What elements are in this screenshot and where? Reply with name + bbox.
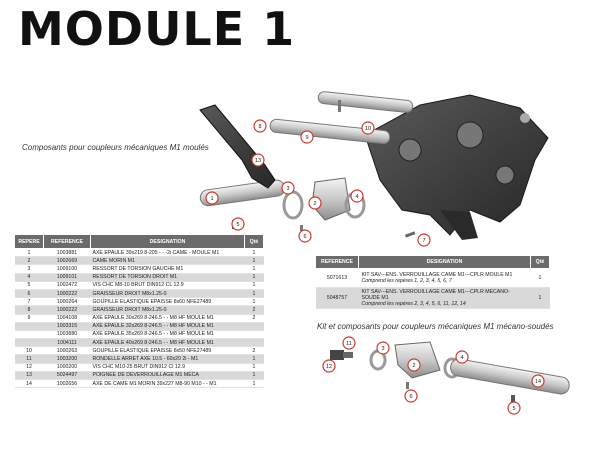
cell-repere — [15, 322, 44, 330]
callout-5 — [232, 218, 244, 230]
col-designation: DESIGNATION — [91, 235, 245, 249]
cell-designation: GOUPILLE ELASTIQUE EPAISSE 8x50 NFE27489 — [91, 347, 245, 355]
table-row — [15, 380, 264, 388]
cell-repere: 3 — [15, 265, 44, 273]
table-row — [15, 314, 264, 322]
cell-kit-qty: 1 — [531, 288, 550, 309]
table-row — [15, 289, 264, 297]
cell-reference: 1002656 — [44, 380, 91, 388]
svg-text:8: 8 — [258, 124, 262, 130]
svg-text:4: 4 — [355, 194, 359, 200]
col-repere: REPERE — [15, 235, 44, 249]
svg-text:14: 14 — [534, 379, 542, 385]
spring-left-part — [284, 192, 302, 218]
table-row — [15, 298, 264, 306]
cell-designation: POIGNEE DE DEVERROUILLAGE M1 MECA — [91, 371, 245, 379]
table-row — [15, 347, 264, 355]
cell-designation: AXE EPAULE 35x269 8-246.5 - - M8 HF MOULE M1 — [91, 330, 245, 338]
cell-qty: 2 — [245, 314, 264, 322]
cell-qty: 2 — [245, 347, 264, 355]
cell-qty: 1 — [245, 265, 264, 273]
svg-text:6: 6 — [303, 234, 307, 240]
cell-designation: RESSORT DE TORSION GAUCHE M1 — [91, 265, 245, 273]
cell-qty: 1 — [245, 273, 264, 281]
callout-b-4 — [456, 351, 468, 363]
kits-table — [315, 255, 550, 309]
col-qty: Qté — [245, 235, 264, 249]
svg-text:1: 1 — [210, 196, 214, 202]
cell-designation: AXE EPAULE 40x269 8-246.5 - - M8 HF MOULE M1 — [91, 339, 245, 347]
cell-designation: AXE DE CAME M1 MORIN 39x227 M8-90 M10 - - M1 — [91, 380, 245, 388]
cell-designation: RONDELLE ARRET AXE 10.5 - 60x20 2i - M1 — [91, 355, 245, 363]
cell-reference: 1009100 — [44, 265, 91, 273]
cell-reference: 1003880 — [44, 330, 91, 338]
cell-kit-designation — [359, 269, 531, 288]
svg-text:4: 4 — [460, 355, 464, 361]
cell-repere: 13 — [15, 371, 44, 379]
cell-reference: 1003315 — [44, 322, 91, 330]
callout-b-14 — [532, 375, 544, 387]
cell-reference: 1000200 — [44, 363, 91, 371]
pin-upper-part — [318, 91, 414, 113]
cell-designation: RESSORT DE TORSION DROIT M1 — [91, 273, 245, 281]
callout-6 — [299, 230, 311, 242]
molded-caption: Composants pour coupleurs mécaniques M1 moulés — [22, 143, 209, 152]
cell-repere: 4 — [15, 273, 44, 281]
svg-text:2: 2 — [412, 363, 416, 369]
callout-3 — [282, 182, 294, 194]
cell-repere: 1 — [15, 249, 44, 257]
cell-repere: 2 — [15, 257, 44, 265]
cell-reference: 1000263 — [44, 347, 91, 355]
table-row — [15, 281, 264, 289]
cell-reference: 1000264 — [44, 298, 91, 306]
svg-text:2: 2 — [313, 201, 317, 207]
cell-reference: 5024497 — [44, 371, 91, 379]
cell-designation: AXE EPAULE 32x269 8-246.5 - - M8 HF MOULE M1 — [91, 322, 245, 330]
table-row — [15, 273, 264, 281]
callout-13 — [252, 154, 264, 166]
cell-reference: 1002472 — [44, 281, 91, 289]
callout-b-6 — [405, 390, 417, 402]
cell-qty: 1 — [245, 298, 264, 306]
table-row — [316, 269, 550, 288]
cell-qty: 1 — [245, 281, 264, 289]
svg-text:10: 10 — [364, 126, 372, 132]
callout-b-12 — [323, 360, 335, 372]
cell-designation: AXE EPAULE 30x269 8-246.5 - - M8 HF MOULE M1 — [91, 314, 245, 322]
callout-b-5 — [508, 402, 520, 414]
table-row — [15, 257, 264, 265]
cell-qty — [245, 330, 264, 338]
cell-repere: 7 — [15, 298, 44, 306]
cell-repere: 5 — [15, 281, 44, 289]
table-row — [15, 306, 264, 314]
cell-qty: 1 — [245, 355, 264, 363]
cell-repere: 8 — [15, 306, 44, 314]
release-handle-part — [200, 105, 275, 188]
cell-qty — [245, 322, 264, 330]
cell-kit-reference: 5048757 — [316, 288, 359, 309]
cell-qty: 1 — [245, 289, 264, 297]
svg-text:6: 6 — [409, 394, 413, 400]
cell-reference: 1000222 — [44, 289, 91, 297]
cell-designation: VIS CHC M10-25 BRUT DIN912 Cl 12.9 — [91, 363, 245, 371]
coupler-body-part — [365, 95, 548, 240]
svg-text:5: 5 — [512, 406, 516, 412]
table-row — [15, 330, 264, 338]
table-row — [15, 355, 264, 363]
cell-designation: GRAISSEUR DROIT M8x1.25-0 — [91, 306, 245, 314]
callout-1 — [206, 192, 218, 204]
table-row — [15, 265, 264, 273]
cell-qty: 2 — [245, 306, 264, 314]
cell-repere: 14 — [15, 380, 44, 388]
kit-designation-text: KIT SAV---ENS. VERROUILLAGE CAME M1---CPLR MECANO-SOUDE M1 — [361, 289, 510, 301]
table-row — [15, 322, 264, 330]
cell-designation: GOUPILLE ELASTIQUE EPAISSE 8x60 NFE27489 — [91, 298, 245, 306]
cell-designation: AXE EPAULE 39x219 8-205 - - -2i CAME - MOULE M1 — [91, 249, 245, 257]
cell-repere — [15, 330, 44, 338]
cell-reference: 1004111 — [44, 339, 91, 347]
cell-repere — [15, 339, 44, 347]
callout-10 — [362, 122, 374, 134]
svg-text:9: 9 — [305, 135, 309, 141]
kits-table-header — [316, 256, 550, 269]
kit-detail-text: Comprend les repères 1, 2, 3, 4, 5, 6, 7 — [361, 278, 452, 284]
cell-reference: 1004108 — [44, 314, 91, 322]
svg-text:3: 3 — [286, 186, 290, 192]
callout-2 — [309, 197, 321, 209]
svg-text:7: 7 — [422, 238, 426, 244]
kit-detail-text: Comprend les repères 2, 3, 4, 5, 6, 11, 12, 14 — [361, 301, 466, 307]
svg-text:13: 13 — [254, 158, 262, 164]
callout-b-11 — [343, 337, 355, 349]
col-reference: REFERENCE — [44, 235, 91, 249]
parts-table-header — [15, 235, 264, 249]
svg-text:3: 3 — [381, 346, 385, 352]
cell-qty: 1 — [245, 363, 264, 371]
table-row — [15, 371, 264, 379]
cell-designation: GRAISSEUR DROIT M8x1.25-0 — [91, 289, 245, 297]
svg-text:12: 12 — [325, 364, 333, 370]
cell-qty: 1 — [245, 257, 264, 265]
cell-repere: 11 — [15, 355, 44, 363]
cell-reference: 1000222 — [44, 306, 91, 314]
kit-designation-text: KIT SAV---ENS. VERROUILLAGE CAME M1---CPLR MOULE M1 — [361, 272, 513, 278]
col-kit-reference: REFERENCE — [316, 256, 359, 269]
exploded-diagram-bottom — [330, 342, 570, 403]
callout-b-3 — [377, 342, 389, 354]
cell-reference: 1003200 — [44, 355, 91, 363]
table-row — [15, 339, 264, 347]
col-kit-designation: DESIGNATION — [359, 256, 531, 269]
callout-7 — [418, 234, 430, 246]
cell-reference: 1002669 — [44, 257, 91, 265]
cell-qty: 1 — [245, 371, 264, 379]
cell-designation: CAME MORIN M1 — [91, 257, 245, 265]
cell-designation: VIS CHC M8-10 BRUT DIN912 CL 12.9 — [91, 281, 245, 289]
cell-qty: 1 — [245, 249, 264, 257]
table-row — [15, 363, 264, 371]
callout-b-2 — [408, 359, 420, 371]
cell-reference: 1009101 — [44, 273, 91, 281]
table-row — [316, 288, 550, 309]
cell-repere: 12 — [15, 363, 44, 371]
parts-table — [14, 234, 264, 388]
page-title: MODULE 1 — [18, 2, 296, 56]
cell-qty — [245, 339, 264, 347]
cell-kit-qty: 1 — [531, 269, 550, 288]
cell-reference: 1003881 — [44, 249, 91, 257]
callout-8 — [254, 120, 266, 132]
cell-kit-designation — [359, 288, 531, 309]
cell-qty: 1 — [245, 380, 264, 388]
cell-repere: 6 — [15, 289, 44, 297]
callout-9 — [301, 131, 313, 143]
table-row — [15, 249, 264, 257]
svg-text:11: 11 — [346, 341, 352, 347]
callout-4 — [351, 190, 363, 202]
svg-text:5: 5 — [236, 222, 240, 228]
cell-kit-reference: 5071613 — [316, 269, 359, 288]
cell-repere: 9 — [15, 314, 44, 322]
col-kit-qty: Qté — [531, 256, 550, 269]
welded-caption: Kit et composants pour coupleurs mécaniques M1 mécano-soudés — [317, 322, 554, 331]
cell-repere: 10 — [15, 347, 44, 355]
